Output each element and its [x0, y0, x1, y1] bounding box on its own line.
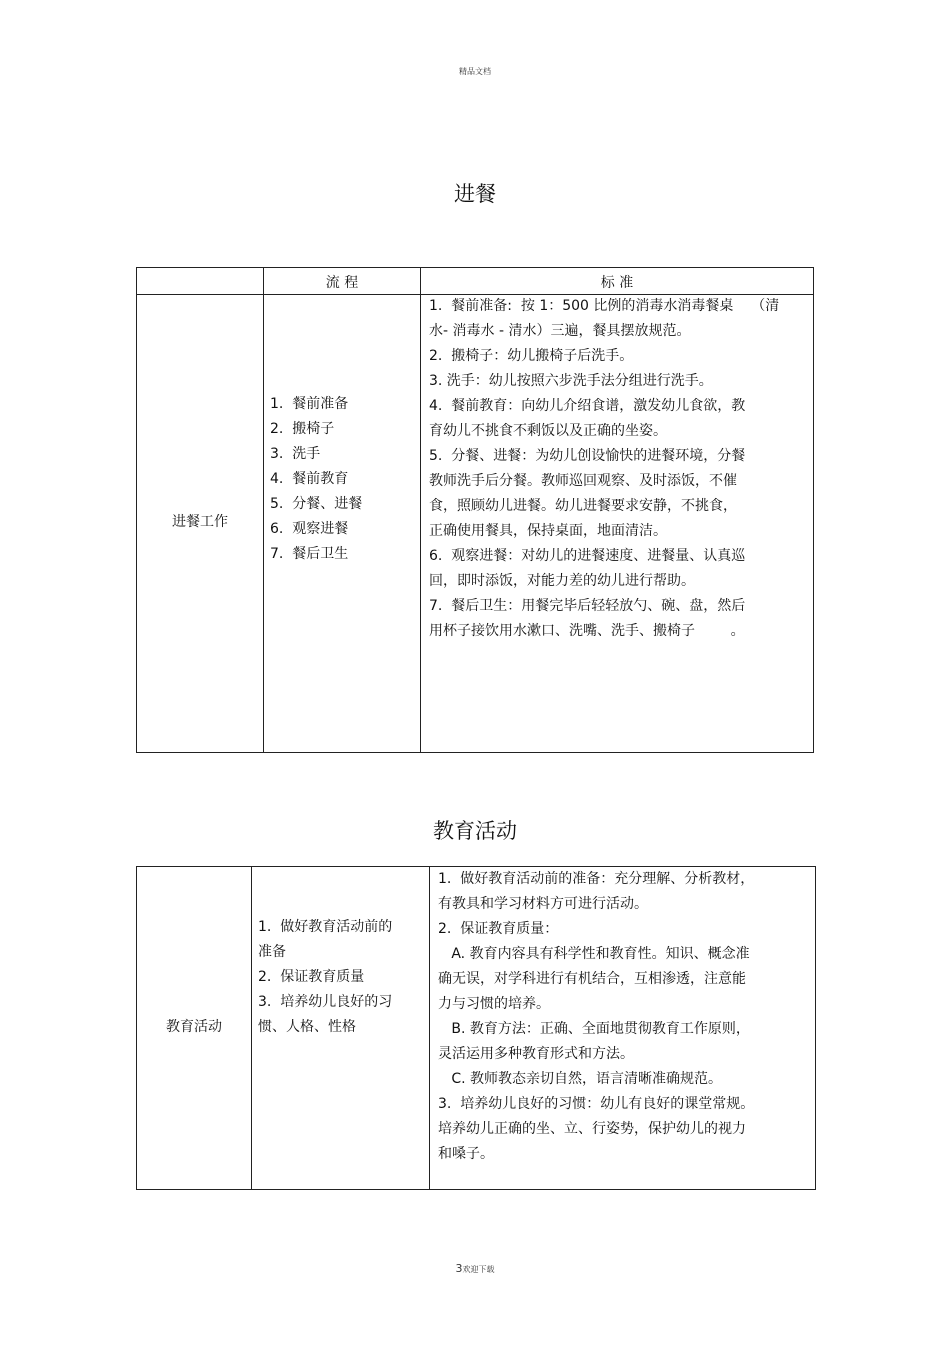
process-item: 3. 培养幼儿良好的习 — [258, 994, 393, 1010]
standard-line: 育幼儿不挑食不剩饭以及正确的坐姿。 — [429, 423, 667, 439]
column-divider — [263, 268, 264, 752]
standard-line: 食，照顾幼儿进餐。幼儿进餐要求安静，不挑食， — [429, 498, 737, 514]
standard-line: 1. 餐前准备: 按 1：500 比例的消毒水消毒餐桌 （清 — [429, 298, 780, 314]
process-item: 6. 观察进餐 — [270, 521, 349, 537]
process-item: 4. 餐前教育 — [270, 471, 349, 487]
page-number: 3 — [455, 1262, 463, 1275]
standard-line: 正确使用餐具，保持桌面，地面清洁。 — [429, 523, 667, 539]
header-note: 精品文档 — [459, 67, 491, 76]
process-item: 准备 — [258, 944, 286, 960]
standard-line: 确无误，对学科进行有机结合，互相渗透，注意能 — [438, 971, 746, 987]
process-item: 1. 做好教育活动前的 — [258, 919, 393, 935]
process-item: 3. 洗手 — [270, 446, 321, 462]
standard-line: 2. 保证教育质量： — [438, 921, 559, 937]
process-item: 2. 保证教育质量 — [258, 969, 365, 985]
process-item: 7. 餐后卫生 — [270, 546, 349, 562]
page-footer — [0, 1262, 950, 1275]
standard-line: 回，即时添饭，对能力差的幼儿进行帮助。 — [429, 573, 695, 589]
standard-line: 3. 洗手：幼儿按照六步洗手法分组进行洗手。 — [429, 373, 713, 389]
standard-line: 灵活运用多种教育形式和方法。 — [438, 1046, 634, 1062]
standard-line: 2. 搬椅子：幼儿搬椅子后洗手。 — [429, 348, 634, 364]
process-item: 2. 搬椅子 — [270, 421, 335, 437]
meal-table — [136, 267, 814, 753]
education-table — [136, 866, 816, 1190]
standard-line: 1. 做好教育活动前的准备：充分理解、分析教材， — [438, 871, 755, 887]
standard-line: 7. 餐后卫生：用餐完毕后轻轻放勺、碗、盘，然后 — [429, 598, 746, 614]
footer-text: 欢迎下载 — [462, 1265, 495, 1274]
standard-line: 5. 分餐、进餐：为幼儿创设愉快的进餐环境，分餐 — [429, 448, 746, 464]
column-divider — [429, 867, 430, 1189]
standard-line: A. 教育内容具有科学性和教育性。知识、概念准 — [438, 946, 750, 962]
process-item: 1. 餐前准备 — [270, 396, 349, 412]
standard-line: 和嗓子。 — [438, 1146, 494, 1162]
column-divider — [420, 268, 421, 752]
process-list-meal — [270, 392, 362, 567]
standard-line: 6. 观察进餐：对幼儿的进餐速度、进餐量、认真巡 — [429, 548, 746, 564]
standard-line: 教师洗手后分餐。教师巡回观察、及时添饭，不催 — [429, 473, 737, 489]
header-standard: 标 准 — [600, 275, 634, 291]
column-divider — [251, 867, 252, 1189]
standard-line: B. 教育方法：正确、全面地贯彻教育工作原则， — [438, 1021, 750, 1037]
standard-line: 培养幼儿正确的坐、立、行姿势，保护幼儿的视力 — [438, 1121, 746, 1137]
standard-list-education — [438, 867, 754, 1167]
standard-list-meal — [429, 294, 779, 644]
section-title-education: 教育活动 — [433, 819, 517, 843]
section-title-meal: 进餐 — [454, 182, 496, 206]
standard-line: 有教具和学习材料方可进行活动。 — [438, 896, 648, 912]
row-label-meal: 进餐工作 — [172, 514, 228, 530]
standard-line: 4. 餐前教育：向幼儿介绍食谱，激发幼儿食欲，教 — [429, 398, 746, 414]
standard-line: 力与习惯的培养。 — [438, 996, 550, 1012]
row-label-education: 教育活动 — [166, 1019, 222, 1035]
process-item: 5. 分餐、进餐 — [270, 496, 363, 512]
standard-line: 用杯子接饮用水漱口、洗嘴、洗手、搬椅子 。 — [429, 623, 745, 639]
standard-line: C. 教师教态亲切自然，语言清晰准确规范。 — [438, 1071, 723, 1087]
header-process: 流 程 — [325, 275, 359, 291]
process-list-education — [258, 915, 392, 1040]
process-item: 惯、人格、性格 — [258, 1019, 356, 1035]
standard-line: 水- 消毒水 - 清水）三遍，餐具摆放规范。 — [429, 323, 691, 339]
standard-line: 3. 培养幼儿良好的习惯：幼儿有良好的课堂常规。 — [438, 1096, 755, 1112]
